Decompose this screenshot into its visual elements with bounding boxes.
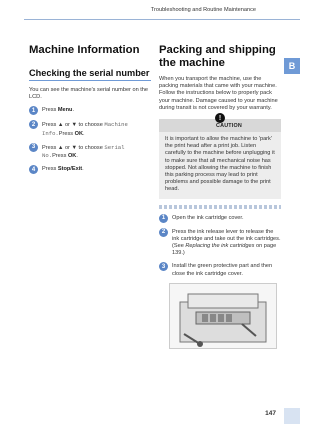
step-text [42, 120, 151, 137]
step-text-part: OK [74, 130, 84, 137]
step-item [29, 106, 151, 115]
footer-tab [284, 408, 300, 424]
header-rule [24, 19, 300, 20]
running-header: Troubleshooting and Routine Maintenance [150, 7, 256, 13]
step-text-part: Press ▲ or ▼ to choose [42, 144, 105, 151]
step-text-part: . [76, 153, 78, 160]
step-text-part: Press [42, 166, 58, 173]
caution-text: It is important to allow the machine to 'park' the print head after a print job. Listen carefully to the machine before unplugging it to make sure that all mechanical noise has stopped. Not allowing the machine to finish this parking process may lead to print problems and possible damage to the print head. [159, 132, 281, 199]
step-text [172, 214, 244, 222]
step-text-part: Press [42, 107, 58, 114]
step-number-icon: 2 [159, 228, 168, 237]
step-item [159, 214, 281, 223]
step-text-part: Serial No. [42, 143, 125, 160]
subsection-title: Checking the serial number [29, 68, 151, 81]
step-text-part: . [83, 130, 85, 137]
warning-icon: ! [215, 113, 225, 123]
step-text [42, 106, 74, 114]
step-text-part: on page 139.) [172, 243, 277, 257]
caution-header [159, 114, 281, 132]
step-number-icon: 1 [159, 214, 168, 223]
step-number-icon: 4 [29, 165, 38, 174]
caution-label: CAUTION [216, 122, 242, 129]
step-text-part: Press [58, 130, 75, 137]
page-number: 147 [265, 410, 276, 417]
section-title: Machine Information [29, 44, 140, 56]
step-item [29, 120, 151, 137]
intro-text: When you transport the machine, use the packing materials that came with your machine. Follow the instructions below to properly pack your machine. Damage caused to your machine during transit is not covered by your warranty. [159, 76, 278, 111]
step-text-part: Menu [57, 107, 73, 114]
printer-illustration-graphic [170, 284, 276, 348]
left-column [29, 44, 151, 179]
step-text-part: Press [52, 153, 68, 160]
step-number-icon: 1 [29, 106, 38, 115]
step-text [42, 165, 84, 173]
step-item [29, 143, 151, 160]
step-text-part: Open the ink cartridge cover. [172, 214, 244, 221]
step-list [159, 214, 281, 278]
step-text-part: Machine Info. [42, 121, 128, 137]
chapter-tab: B [284, 58, 300, 74]
step-text [172, 262, 281, 277]
step-number-icon: 3 [29, 143, 38, 152]
right-column [159, 44, 281, 349]
step-text [42, 143, 151, 160]
step-item [29, 165, 151, 174]
step-text-part: Press ▲ or ▼ to choose [42, 122, 105, 129]
caution-box [159, 114, 281, 199]
step-item [159, 228, 281, 258]
step-text-part: Replacing the ink cartridges [185, 243, 255, 250]
step-item [159, 262, 281, 277]
step-number-icon: 3 [159, 262, 168, 271]
intro-text: You can see the machine's serial number on the LCD. [29, 87, 149, 101]
step-number-icon: 2 [29, 120, 38, 129]
step-text-part: . [82, 166, 84, 173]
step-text-part: Press the ink release lever to release the ink cartridge and take out the ink cartridges. (See [172, 228, 281, 250]
step-text-part: Install the green protective part and then close the ink cartridge cover. [172, 263, 273, 277]
section-title: Packing and shipping the machine [159, 44, 276, 69]
step-text-part: . [72, 107, 75, 114]
divider [159, 205, 281, 209]
step-text-part: OK [67, 153, 77, 160]
step-text [172, 228, 281, 258]
step-text-part: Stop/Exit [57, 166, 83, 173]
step-list [29, 106, 151, 174]
printer-illustration [169, 283, 277, 349]
